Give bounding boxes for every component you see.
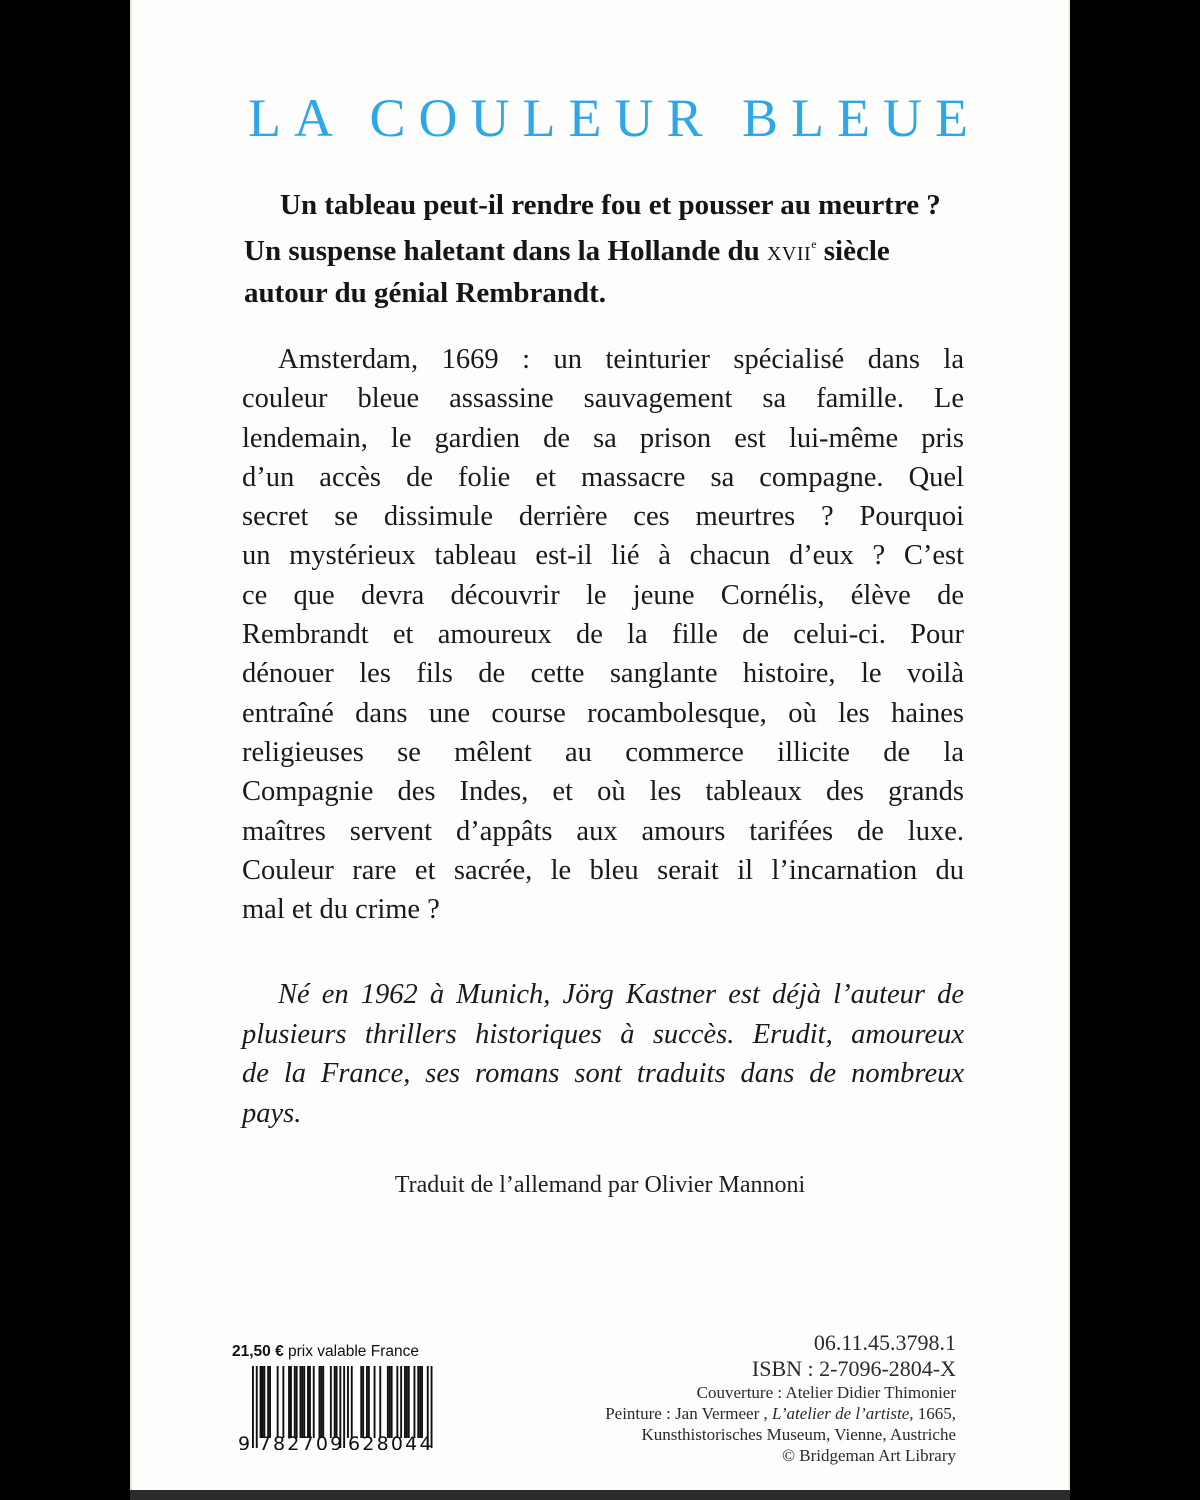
barcode-bar	[389, 1366, 391, 1438]
barcode-bar	[320, 1366, 322, 1438]
barcode-bar	[379, 1366, 381, 1438]
synopsis-line: un mystérieux tableau est-il lié à chacun d’eux ? C’est	[242, 540, 964, 572]
barcode-bar	[417, 1366, 419, 1438]
translator-credit: Traduit de l’allemand par Olivier Mannoni	[394, 1172, 806, 1198]
painting-prefix: Peinture : Jan Vermeer ,	[605, 1404, 772, 1423]
bio-line: de la France, ses romans sont traduits dans de nombreux	[242, 1058, 964, 1089]
synopsis-line: maîtres servent d’appâts aux amours tarifées de luxe.	[242, 815, 964, 847]
barcode-bar	[391, 1366, 393, 1438]
price-amount: 21,50 €	[232, 1343, 284, 1360]
barcode-bar	[368, 1366, 370, 1438]
painting-title: L’atelier de l’artiste	[772, 1404, 910, 1423]
barcode-bar	[260, 1366, 262, 1438]
barcode-bar	[307, 1366, 309, 1438]
barcode-bar	[334, 1366, 336, 1438]
tagline-line-2-end: siècle	[816, 235, 890, 267]
barcode-bar	[263, 1366, 265, 1438]
barcode-bar	[301, 1366, 303, 1438]
painting-suffix: , 1665,	[909, 1404, 956, 1423]
bio-line: pays.	[242, 1097, 302, 1129]
barcode-bar	[262, 1366, 264, 1438]
barcode-bar	[406, 1366, 408, 1438]
barcode-bar	[296, 1366, 298, 1438]
synopsis-line: entraîné dans une course rocambolesque, où les haines	[242, 697, 964, 729]
product-code: 06.11.45.3798.1	[813, 1330, 956, 1355]
barcode-bar	[290, 1366, 292, 1438]
barcode-bar	[387, 1366, 389, 1438]
ean-barcode	[238, 1366, 438, 1450]
barcode-bar	[322, 1366, 324, 1438]
barcode-bar	[351, 1366, 353, 1438]
barcode-bar	[282, 1366, 284, 1438]
tagline-line-2-text: Un suspense haletant dans la Hollande du	[244, 235, 767, 267]
synopsis-line: d’un accès de folie et massacre sa compagne. Quel	[242, 461, 964, 493]
synopsis-line: lendemain, le gardien de sa prison est lui-même pris	[242, 422, 964, 454]
synopsis-line: couleur bleue assassine sauvagement sa famille. Le	[242, 383, 964, 415]
barcode-bar	[421, 1366, 423, 1438]
barcode-bar	[309, 1366, 311, 1438]
barcode-bar	[269, 1366, 271, 1438]
synopsis-line: Compagnie des Indes, et où les tableaux des grands	[242, 776, 964, 808]
synopsis-line: Amsterdam, 1669 : un teinturier spécialisé dans la	[278, 344, 964, 375]
tagline	[244, 186, 966, 313]
barcode-bar	[396, 1366, 398, 1438]
bio-line: Né en 1962 à Munich, Jörg Kastner est déjà l’auteur de	[278, 979, 964, 1010]
synopsis-line: Rembrandt et amoureux de la fille de celui-ci. Pour	[242, 619, 964, 651]
century-superscript: e	[811, 237, 817, 251]
barcode-bar	[300, 1366, 302, 1438]
barcode-left-digits: 782709	[258, 1433, 345, 1450]
museum-credit: Kunsthistorisches Museum, Vienne, Austriche	[641, 1425, 956, 1444]
synopsis	[242, 340, 964, 929]
barcode-bar	[313, 1366, 315, 1438]
barcode-bar	[414, 1366, 416, 1438]
barcode-bar	[374, 1366, 376, 1438]
barcode-bar	[404, 1366, 406, 1438]
century-numeral: XVII	[766, 243, 812, 265]
isbn: ISBN : 2-7096-2804-X	[751, 1356, 956, 1381]
price-note: prix valable France	[283, 1343, 419, 1360]
barcode-bar	[277, 1366, 279, 1438]
synopsis-line: dénouer les fils de cette sanglante histoire, le voilà	[242, 658, 964, 690]
barcode-bar	[330, 1366, 332, 1438]
barcode-bar	[366, 1366, 368, 1438]
book-title: LA COULEUR BLEUE	[248, 88, 981, 148]
tagline-line-3: autour du génial Rembrandt.	[244, 277, 607, 309]
barcode-bar	[362, 1366, 364, 1438]
synopsis-line: Couleur rare et sacrée, le bleu serait il l’incarnation du	[242, 854, 964, 886]
barcode-bar	[408, 1366, 410, 1438]
cover-credit: Couverture : Atelier Didier Thimonier	[696, 1383, 956, 1402]
synopsis-line: mal et du crime ?	[242, 894, 440, 926]
synopsis-line: religieuses se mêlent au commerce illicite de la	[242, 736, 964, 768]
barcode-graphic	[238, 1366, 448, 1450]
synopsis-line: secret se dissimule derrière ces meurtres ? Pourquoi	[242, 501, 964, 533]
barcode-bar	[288, 1366, 290, 1438]
book-back-cover	[130, 0, 1070, 1490]
price-label	[232, 1343, 419, 1361]
painting-credit	[605, 1403, 956, 1424]
copyright: © Bridgeman Art Library	[782, 1446, 956, 1465]
barcode-bar	[336, 1366, 338, 1438]
barcode-bar	[267, 1366, 269, 1438]
tagline-line-1: Un tableau peut-il rendre fou et pousser au meurtre ?	[280, 189, 941, 221]
bio-line: plusieurs thrillers historiques à succès. Erudit, amoureux	[242, 1018, 964, 1050]
author-bio	[242, 975, 964, 1133]
synopsis-line: ce que devra découvrir le jeune Cornélis, élève de	[242, 579, 964, 611]
barcode-bar	[294, 1366, 296, 1438]
tagline-line-2	[244, 225, 966, 274]
barcode-bar	[360, 1366, 362, 1438]
cover-bottom-edge	[130, 1490, 1070, 1500]
barcode-bar	[347, 1366, 349, 1438]
barcode-bar	[303, 1366, 305, 1438]
barcode-first-digit: 9	[238, 1433, 253, 1450]
legal-info	[605, 1330, 956, 1466]
barcode-bar	[319, 1366, 321, 1438]
barcode-bar	[419, 1366, 421, 1438]
barcode-right-digits: 628044	[348, 1433, 434, 1450]
barcode-bar	[256, 1366, 258, 1448]
barcode-bar	[400, 1366, 402, 1438]
